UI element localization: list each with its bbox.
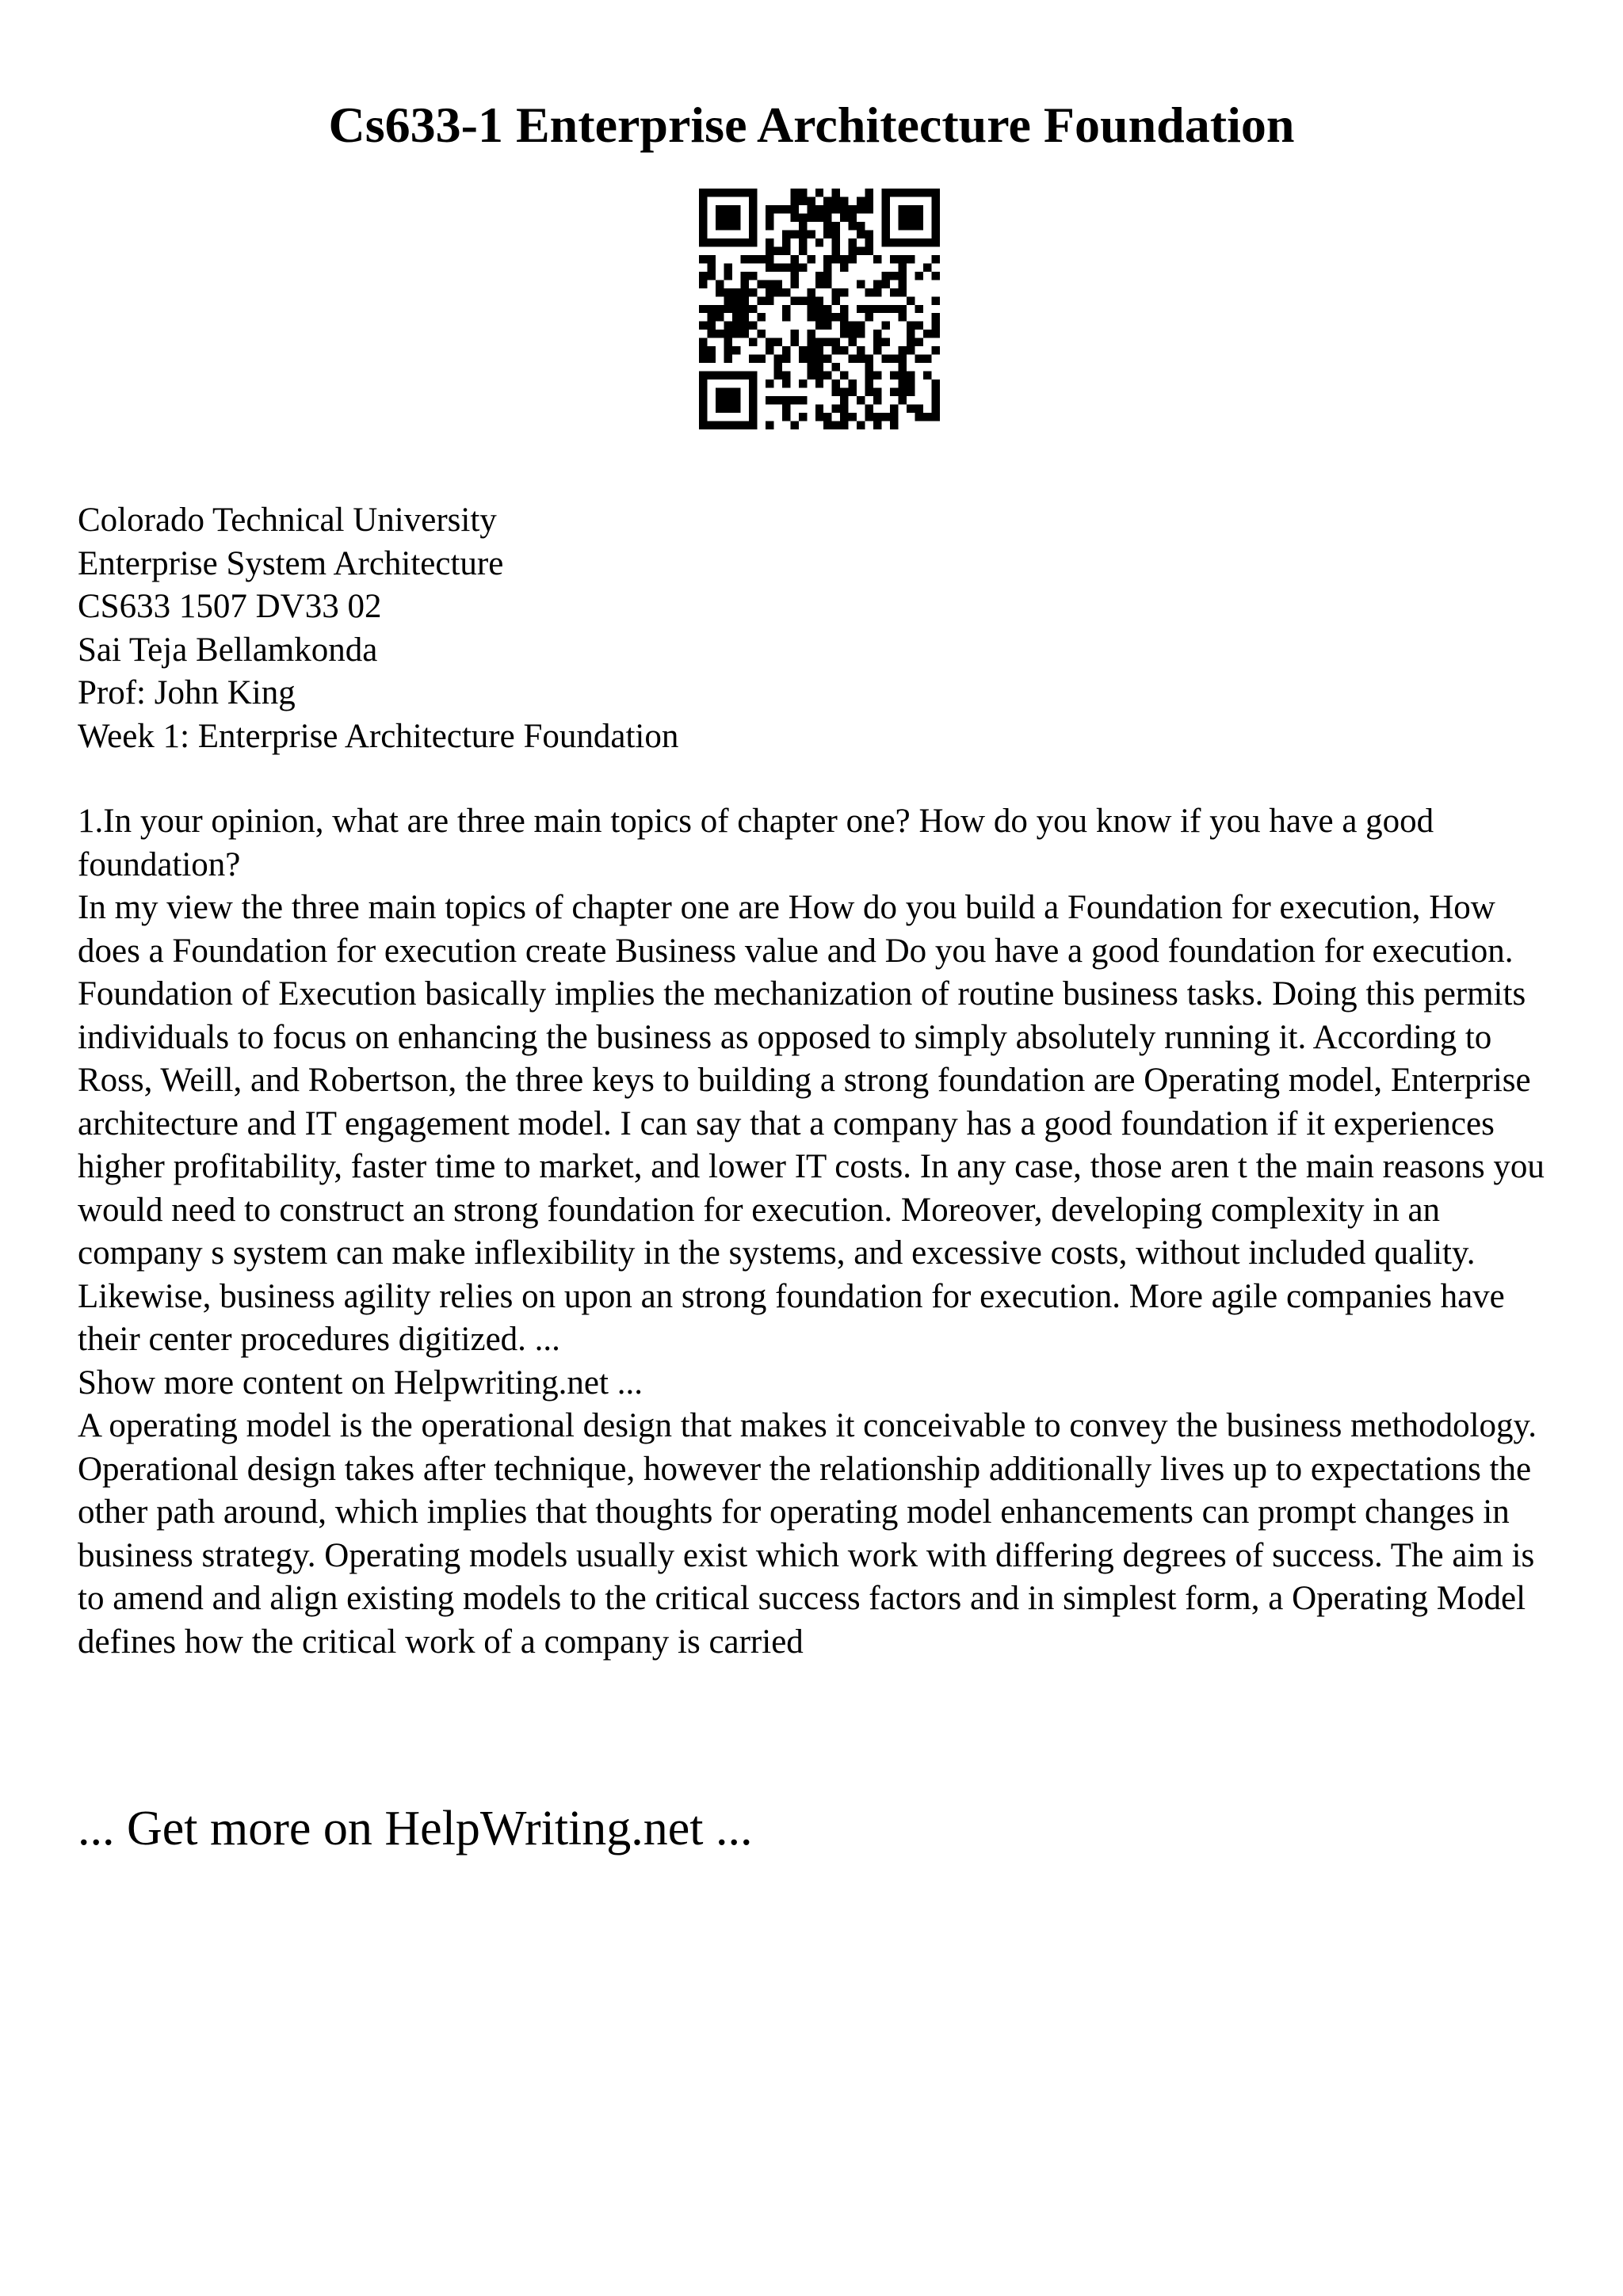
qr-code-icon [699,189,940,429]
document-title: Cs633-1 Enterprise Architecture Foundation [328,97,1295,153]
body-paragraph: Foundation of Execution basically implies the mechanization of routine business tasks. Doing this permits individuals to focus on enhancing the business as opposed to simply absolutely running it. According to Ross, Weill, and Robertson, the three keys to building a strong foundation are Operating model, Enterprise architecture and IT engagement model. I can say that a company has a good foundation if it experiences higher profitability, faster time to market, and lower IT costs. In any case, those aren t the main reasons you would need to construct an strong foundation for execution. Moreover, developing complexity in an company s system can make inflexibility in the systems, and excessive costs, without included quality. Likewise, business agility relies on upon an strong foundation for execution. More agile companies have their center procedures digitized. ... [78,975,1545,1358]
question-paragraph: 1.In your opinion, what are three main topics of chapter one? How do you know if you have a good foundation? [78,803,1434,883]
get-more-link[interactable]: ... Get more on HelpWriting.net ... [78,1802,753,1855]
show-more-link[interactable]: Show more content on Helpwriting.net ... [78,1363,643,1402]
course-info-block [78,499,1552,758]
answer-paragraph: In my view the three main topics of chapter one are How do you build a Foundation for execution, How does a Foundation for execution create Business value and Do you have a good foundation for execution. [78,889,1514,970]
university-line: Colorado Technical University [78,502,497,539]
professor-line: Prof: John King [78,674,296,711]
body-paragraph: A operating model is the operational design that makes it conceivable to convey the business methodology. Operational design takes after technique, however the relationship additionally lives up to expectations the other path around, which implies that thoughts for operating model enhancements can prompt changes in business strategy. Operating models usually exist which work with differing degrees of success. The aim is to amend and align existing models to the critical success factors and in simplest form, a Operating Model defines how the critical work of a company is carried [78,1407,1537,1661]
course-name-line: Enterprise System Architecture [78,544,504,582]
document-body [78,800,1553,1664]
course-section-line: CS633 1507 DV33 02 [78,588,382,625]
week-title-line: Week 1: Enterprise Architecture Foundation [78,717,679,755]
student-name-line: Sai Teja Bellamkonda [78,631,378,669]
